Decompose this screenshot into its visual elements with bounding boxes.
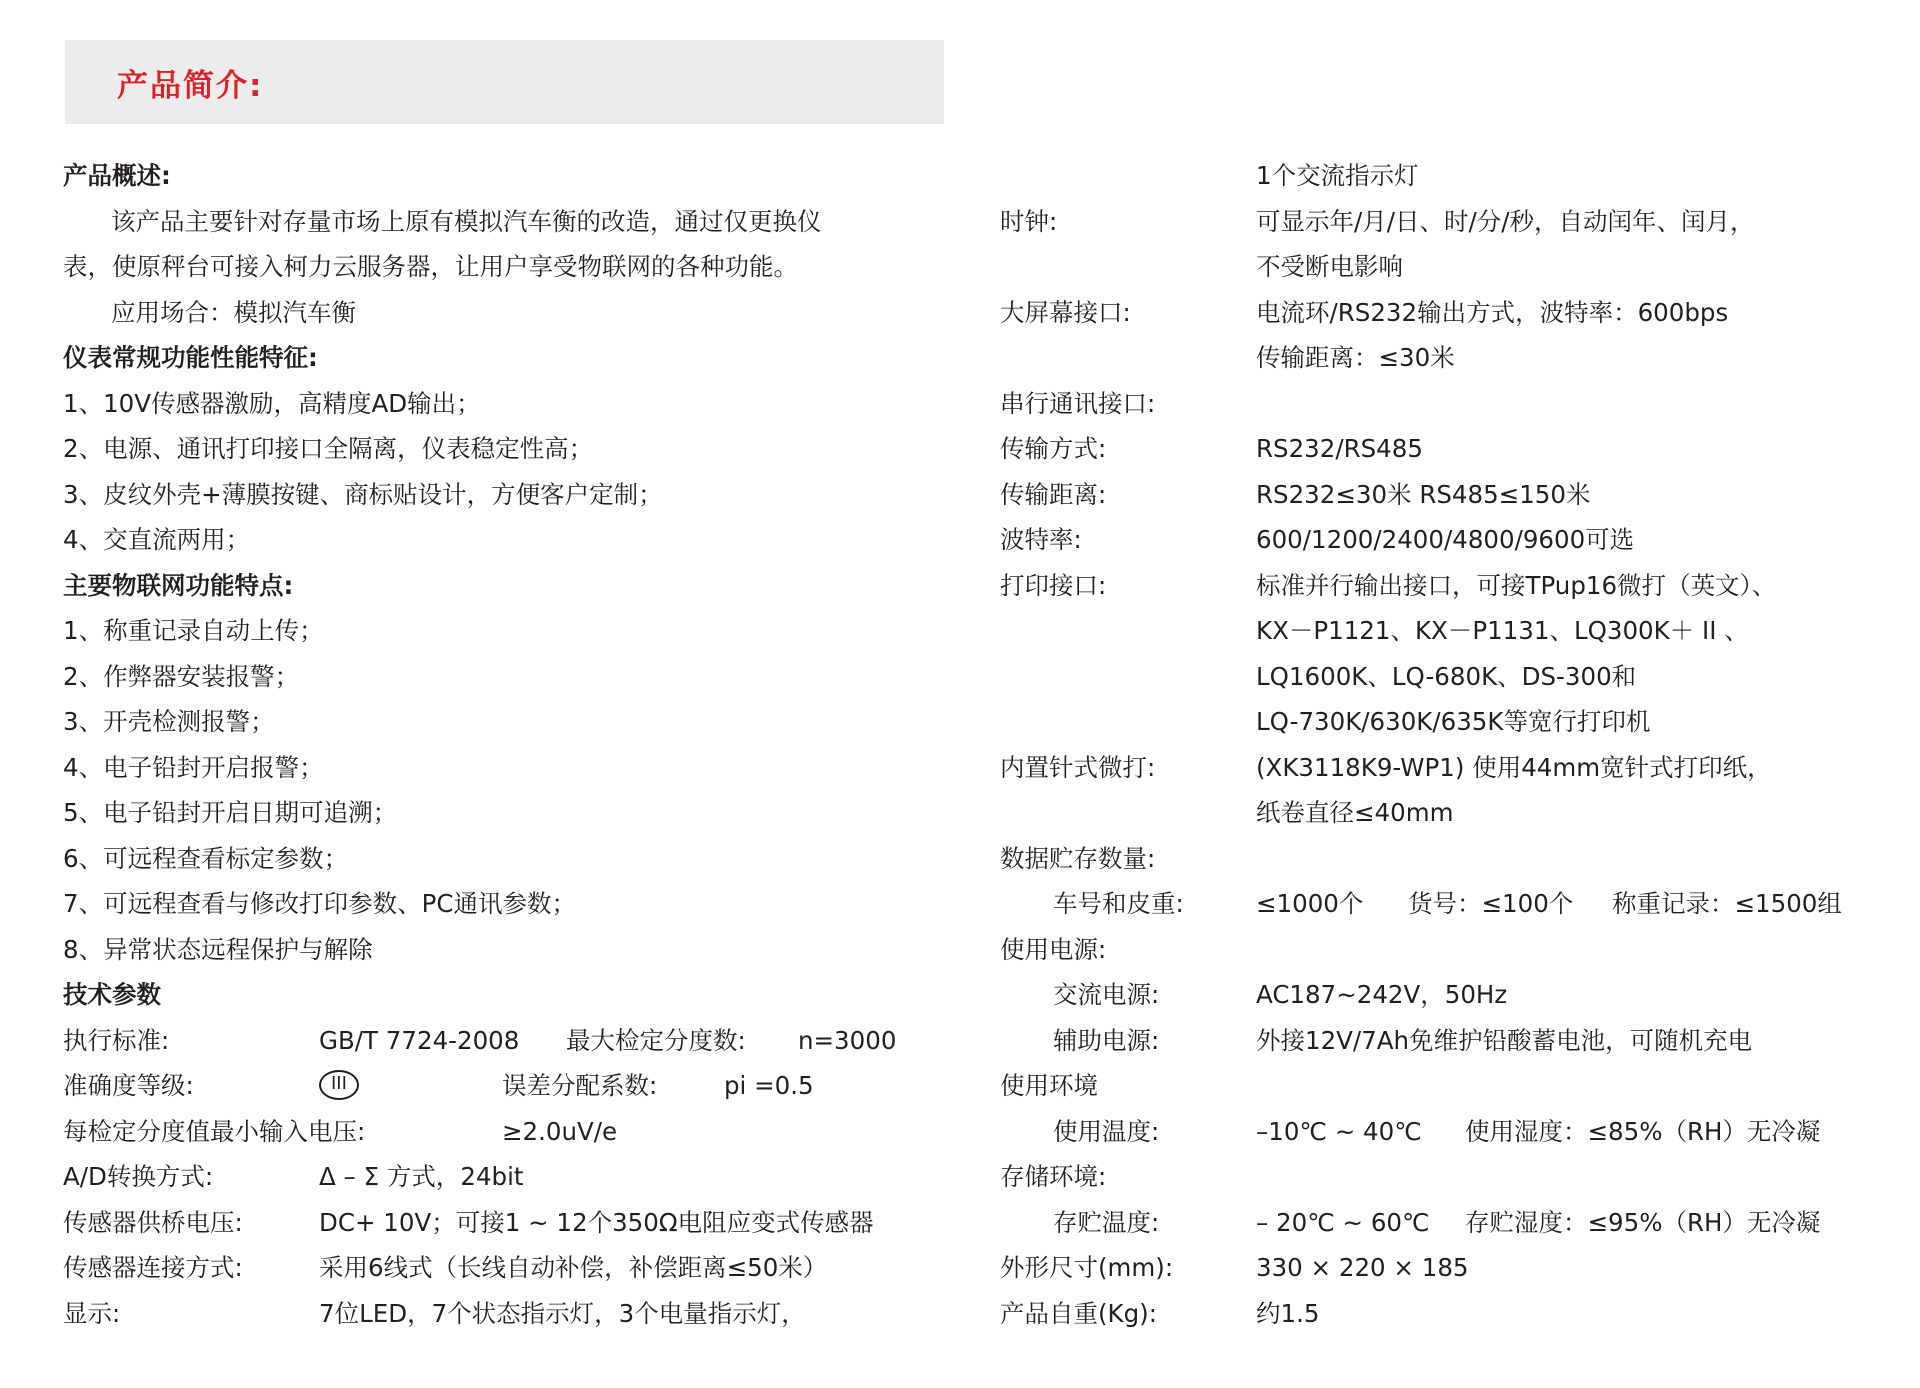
- screen-row-cont: [1000, 335, 1920, 381]
- iot-item: 1、称重记录自动上传；: [63, 616, 324, 645]
- mode-label: 传输方式:: [1000, 434, 1107, 463]
- size-label: 外形尺寸(mm):: [1000, 1253, 1174, 1282]
- bridge-row: [63, 1200, 963, 1246]
- print-label: 打印接口:: [1000, 570, 1107, 600]
- humidity-value: 使用湿度：≤85%（RH）无冷凝: [1465, 1116, 1821, 1146]
- store-temp-row: [1000, 1200, 1920, 1246]
- feature-item: 4、交直流两用；: [63, 525, 251, 554]
- size-row: [1000, 1245, 1920, 1291]
- standard-row: [63, 1018, 963, 1064]
- store-env-row: [1000, 1154, 1920, 1200]
- ad-label: A/D转换方式:: [63, 1162, 214, 1191]
- connect-label: 传感器连接方式:: [63, 1253, 243, 1282]
- microprint-row: [1000, 745, 1920, 791]
- iot-heading: 主要物联网功能特点:: [63, 570, 294, 600]
- env-row: [1000, 1063, 1920, 1109]
- distance-value: RS232≤30米 RS485≤150米: [1256, 479, 1591, 509]
- screen-value: 电流环/RS232输出方式，波特率：600bps: [1256, 297, 1729, 327]
- min-voltage-value: ≥2.0uV/e: [502, 1116, 618, 1146]
- temp-row: [1000, 1109, 1920, 1155]
- aux-label: 辅助电源:: [1053, 1025, 1160, 1055]
- ad-row: [63, 1154, 963, 1200]
- aux-row: [1000, 1018, 1920, 1064]
- store-env-label: 存储环境:: [1000, 1162, 1107, 1191]
- baud-label: 波特率:: [1000, 525, 1082, 554]
- ac-value: AC187~242V，50Hz: [1256, 980, 1508, 1009]
- display-cont-row: [1000, 153, 1920, 199]
- microprint-value: (XK3118K9-WP1) 使用44mm宽针式打印纸，: [1256, 752, 1772, 782]
- baud-value: 600/1200/2400/4800/9600可选: [1256, 525, 1635, 554]
- power-label: 使用电源:: [1000, 934, 1107, 964]
- temp-value: –10℃ ~ 40℃: [1256, 1116, 1422, 1146]
- vehicle-row: [1000, 881, 1920, 927]
- distance-label: 传输距离:: [1000, 479, 1107, 509]
- env-label: 使用环境: [1000, 1071, 1098, 1100]
- storage-label: 数据贮存数量:: [1000, 843, 1156, 873]
- store-temp-label: 存贮温度:: [1053, 1207, 1160, 1237]
- min-voltage-label: 每检定分度值最小输入电压:: [63, 1116, 366, 1146]
- connect-value: 采用6线式（长线自动补偿，补偿距离≤50米）: [319, 1253, 828, 1282]
- print-value-cont: KX－P1121、KX－P1131、LQ300K＋ II 、: [1256, 616, 1749, 645]
- screen-label: 大屏幕接口:: [1000, 297, 1131, 327]
- tech-heading: 技术参数: [63, 980, 161, 1009]
- microprint-label: 内置针式微打:: [1000, 752, 1156, 782]
- accuracy-row: [63, 1063, 963, 1109]
- print-row-cont: [1000, 608, 1920, 654]
- clock-label: 时钟:: [1000, 206, 1058, 236]
- clock-value: 可显示年/月/日、时/分/秒，自动闰年、闰月，: [1256, 206, 1755, 236]
- print-value: 标准并行输出接口，可接TPup16微打（英文）、: [1256, 570, 1777, 600]
- feature-item: 1、10V传感器激励，高精度AD输出；: [63, 388, 481, 418]
- application-text: 应用场合：模拟汽车衡: [111, 297, 356, 327]
- vehicle-value: ≤1000个: [1256, 889, 1364, 918]
- error-coefficient-label: 误差分配系数:: [502, 1071, 658, 1100]
- iot-item: 7、可远程查看与修改打印参数、PC通讯参数；: [63, 889, 576, 918]
- overview-paragraph-line: 该产品主要针对存量市场上原有模拟汽车衡的改造，通过仅更换仪: [111, 206, 822, 236]
- clock-row-cont: [1000, 244, 1920, 290]
- standard-value: GB/T 7724-2008: [319, 1025, 520, 1055]
- bridge-value: DC+ 10V；可接1 ~ 12个350Ω电阻应变式传感器: [319, 1207, 874, 1237]
- microprint-row-cont: [1000, 790, 1920, 836]
- print-row-cont: [1000, 654, 1920, 700]
- serial-row: [1000, 381, 1920, 427]
- display-label: 显示:: [63, 1298, 121, 1328]
- distance-row: [1000, 472, 1920, 518]
- iot-item: 8、异常状态远程保护与解除: [63, 934, 373, 964]
- standard-label: 执行标准:: [63, 1025, 170, 1055]
- accuracy-label: 准确度等级:: [63, 1071, 194, 1100]
- mode-row: [1000, 426, 1920, 472]
- print-value-cont: LQ1600K、LQ-680K、DS-300和: [1256, 661, 1637, 691]
- iot-item: 4、电子铅封开启报警；: [63, 752, 324, 782]
- overview-heading: 产品概述:: [63, 161, 171, 190]
- records-value: 称重记录：≤1500组: [1612, 889, 1842, 918]
- power-row: [1000, 927, 1920, 973]
- display-row: [63, 1291, 963, 1337]
- weight-label: 产品自重(Kg):: [1000, 1298, 1157, 1328]
- storage-row: [1000, 836, 1920, 882]
- temp-label: 使用温度:: [1053, 1116, 1160, 1146]
- serial-label: 串行通讯接口:: [1000, 388, 1156, 418]
- screen-value-cont: 传输距离：≤30米: [1256, 343, 1455, 372]
- microprint-value-cont: 纸卷直径≤40mm: [1256, 798, 1454, 827]
- section-banner: [65, 40, 944, 124]
- clock-value-cont: 不受断电影响: [1256, 252, 1403, 281]
- features-heading: 仪表常规功能性能特征:: [63, 343, 318, 372]
- iot-item: 5、电子铅封开启日期可追溯；: [63, 798, 398, 827]
- screen-row: [1000, 290, 1920, 336]
- error-coefficient-value: pi =0.5: [724, 1071, 814, 1100]
- feature-item: 2、电源、通讯打印接口全隔离，仪表稳定性高；: [63, 434, 594, 463]
- weight-value: 约1.5: [1256, 1298, 1320, 1328]
- weight-row: [1000, 1291, 1920, 1337]
- mode-value: RS232/RS485: [1256, 434, 1423, 463]
- display-value: 7位LED，7个状态指示灯，3个电量指示灯，: [319, 1298, 806, 1328]
- feature-item: 3、皮纹外壳+薄膜按键、商标贴设计，方便客户定制；: [63, 479, 663, 509]
- baud-row: [1000, 517, 1920, 563]
- store-humidity-value: 存贮湿度：≤95%（RH）无冷凝: [1465, 1207, 1821, 1237]
- aux-value: 外接12V/7Ah免维护铅酸蓄电池，可随机充电: [1256, 1025, 1753, 1055]
- min-voltage-row: [63, 1109, 963, 1155]
- max-division-value: n=3000: [798, 1025, 897, 1055]
- clock-row: [1000, 199, 1920, 245]
- ac-label: 交流电源:: [1053, 980, 1160, 1009]
- connect-row: [63, 1245, 963, 1291]
- section-title: 产品简介:: [117, 67, 264, 104]
- goods-value: 货号：≤100个: [1408, 889, 1574, 918]
- size-value: 330 × 220 × 185: [1256, 1253, 1469, 1282]
- accuracy-class-badge: III: [319, 1063, 359, 1109]
- ac-row: [1000, 972, 1920, 1018]
- bridge-label: 传感器供桥电压:: [63, 1207, 243, 1237]
- max-division-label: 最大检定分度数:: [566, 1025, 746, 1055]
- store-temp-value: – 20℃ ~ 60℃: [1256, 1207, 1430, 1237]
- ad-value: Δ – Σ 方式，24bit: [319, 1162, 524, 1191]
- vehicle-label: 车号和皮重:: [1053, 889, 1184, 918]
- display-value-cont: 1个交流指示灯: [1256, 161, 1419, 190]
- iot-item: 3、开壳检测报警；: [63, 707, 275, 736]
- iot-item: 2、作弊器安装报警；: [63, 661, 300, 691]
- print-row: [1000, 563, 1920, 609]
- right-column: [1000, 153, 1920, 1336]
- print-value-cont: LQ-730K/630K/635K等宽行打印机: [1256, 707, 1651, 736]
- overview-paragraph-line: 表，使原秤台可接入柯力云服务器，让用户享受物联网的各种功能。: [63, 252, 798, 281]
- print-row-cont: [1000, 699, 1920, 745]
- left-column: [63, 153, 963, 1336]
- iot-item: 6、可远程查看标定参数；: [63, 843, 349, 873]
